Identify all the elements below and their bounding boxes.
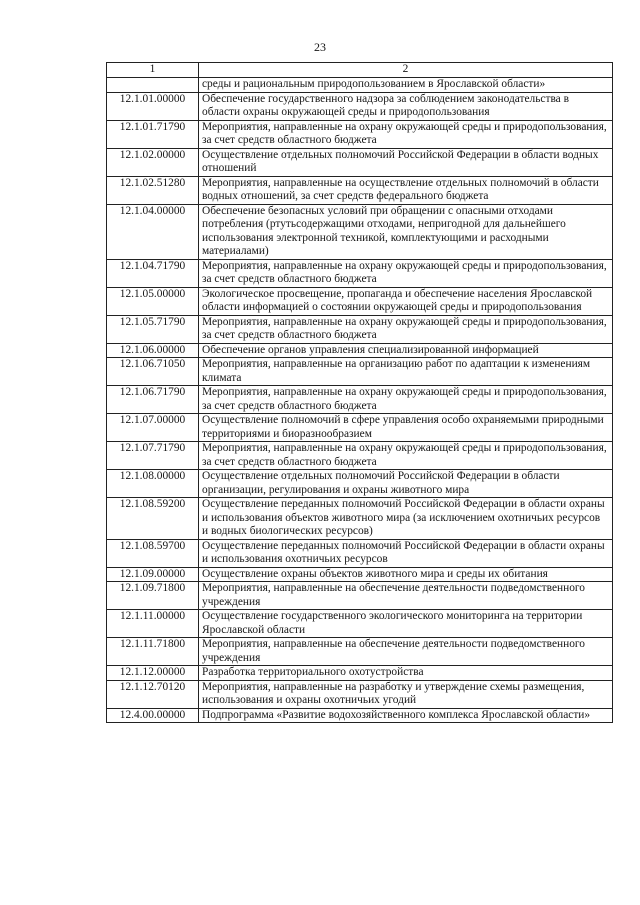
row-code: 12.1.06.71790	[107, 386, 199, 414]
table-row	[107, 148, 613, 176]
row-description: Обеспечение органов управления специализированной информацией	[199, 343, 613, 358]
table-row	[107, 176, 613, 204]
row-description: Осуществление переданных полномочий Российской Федерации в области охраны и использования объектов животного мира (за исключением охотничьих ресурсов и водных биологических ресурсов)	[199, 498, 613, 540]
classification-table	[106, 62, 613, 723]
row-code: 12.1.12.00000	[107, 666, 199, 681]
table-row	[107, 638, 613, 666]
table-row	[107, 582, 613, 610]
table-row	[107, 204, 613, 259]
row-code: 12.1.04.71790	[107, 259, 199, 287]
row-code: 12.1.11.71800	[107, 638, 199, 666]
row-code: 12.1.01.71790	[107, 120, 199, 148]
row-description: Разработка территориального охотустройства	[199, 666, 613, 681]
row-description: Мероприятия, направленные на обеспечение деятельности подведомственного учреждения	[199, 582, 613, 610]
table-row	[107, 539, 613, 567]
table-row	[107, 610, 613, 638]
row-description: Мероприятия, направленные на организацию работ по адаптации к изменениям климата	[199, 358, 613, 386]
table-row	[107, 442, 613, 470]
row-description: Осуществление отдельных полномочий Российской Федерации в области водных отношений	[199, 148, 613, 176]
table-header-row	[107, 63, 613, 78]
row-code: 12.1.05.71790	[107, 315, 199, 343]
row-description: Подпрограмма «Развитие водохозяйственного комплекса Ярославской области»	[199, 708, 613, 723]
table-row	[107, 498, 613, 540]
page-number: 23	[314, 40, 326, 54]
table-row	[107, 287, 613, 315]
row-description: Мероприятия, направленные на охрану окружающей среды и природопользования, за счет средств областного бюджета	[199, 120, 613, 148]
table-row	[107, 414, 613, 442]
row-description: Мероприятия, направленные на разработку и утверждение схемы размещения, использования и охраны охотничьих угодий	[199, 680, 613, 708]
row-description: Осуществление отдельных полномочий Российской Федерации в области организации, регулирования и охраны животного мира	[199, 470, 613, 498]
row-description: Экологическое просвещение, пропаганда и обеспечение населения Ярославской области информацией о состоянии окружающей среды и природопользования	[199, 287, 613, 315]
column-header-description: 2	[199, 63, 613, 78]
row-description: Обеспечение безопасных условий при обращении с опасными отходами потребления (ртутьсодержащими отходами, непригодной для дальнейшего использования электронной техникой, комплектующими и расходными материалами)	[199, 204, 613, 259]
row-description: Осуществление полномочий в сфере управления особо охраняемыми природными территориями и биоразнообразием	[199, 414, 613, 442]
row-code: 12.1.05.00000	[107, 287, 199, 315]
row-code: 12.1.06.00000	[107, 343, 199, 358]
row-description: Осуществление охраны объектов животного мира и среды их обитания	[199, 567, 613, 582]
row-code: 12.1.08.59700	[107, 539, 199, 567]
table-row	[107, 470, 613, 498]
table-row	[107, 259, 613, 287]
row-code: 12.1.06.71050	[107, 358, 199, 386]
table-body	[107, 78, 613, 723]
row-description: среды и рациональным природопользованием в Ярославской области»	[199, 78, 613, 93]
table-row	[107, 315, 613, 343]
table-row	[107, 120, 613, 148]
row-code: 12.1.07.00000	[107, 414, 199, 442]
column-header-code: 1	[107, 63, 199, 78]
row-code: 12.1.11.00000	[107, 610, 199, 638]
table-row	[107, 666, 613, 681]
row-description: Мероприятия, направленные на охрану окружающей среды и природопользования, за счет средств областного бюджета	[199, 259, 613, 287]
row-code: 12.1.08.00000	[107, 470, 199, 498]
row-description: Мероприятия, направленные на обеспечение деятельности подведомственного учреждения	[199, 638, 613, 666]
row-description: Осуществление переданных полномочий Российской Федерации в области охраны и использования охотничьих ресурсов	[199, 539, 613, 567]
row-code: 12.1.09.00000	[107, 567, 199, 582]
row-code: 12.1.01.00000	[107, 92, 199, 120]
row-code	[107, 78, 199, 93]
row-code: 12.1.04.00000	[107, 204, 199, 259]
table-row	[107, 358, 613, 386]
table-row	[107, 680, 613, 708]
row-description: Осуществление государственного экологического мониторинга на территории Ярославской области	[199, 610, 613, 638]
row-code: 12.1.02.51280	[107, 176, 199, 204]
row-description: Мероприятия, направленные на охрану окружающей среды и природопользования, за счет средств областного бюджета	[199, 386, 613, 414]
row-code: 12.1.09.71800	[107, 582, 199, 610]
table-row	[107, 708, 613, 723]
table-row	[107, 567, 613, 582]
row-code: 12.1.07.71790	[107, 442, 199, 470]
row-code: 12.1.02.00000	[107, 148, 199, 176]
table-row	[107, 92, 613, 120]
row-code: 12.1.08.59200	[107, 498, 199, 540]
row-description: Обеспечение государственного надзора за соблюдением законодательства в области охраны окружающей среды и природопользования	[199, 92, 613, 120]
row-description: Мероприятия, направленные на охрану окружающей среды и природопользования, за счет средств областного бюджета	[199, 442, 613, 470]
table-row	[107, 78, 613, 93]
row-code: 12.4.00.00000	[107, 708, 199, 723]
table-row	[107, 343, 613, 358]
row-description: Мероприятия, направленные на охрану окружающей среды и природопользования, за счет средств областного бюджета	[199, 315, 613, 343]
table-row	[107, 386, 613, 414]
row-code: 12.1.12.70120	[107, 680, 199, 708]
row-description: Мероприятия, направленные на осуществление отдельных полномочий в области водных отношений, за счет средств федерального бюджета	[199, 176, 613, 204]
